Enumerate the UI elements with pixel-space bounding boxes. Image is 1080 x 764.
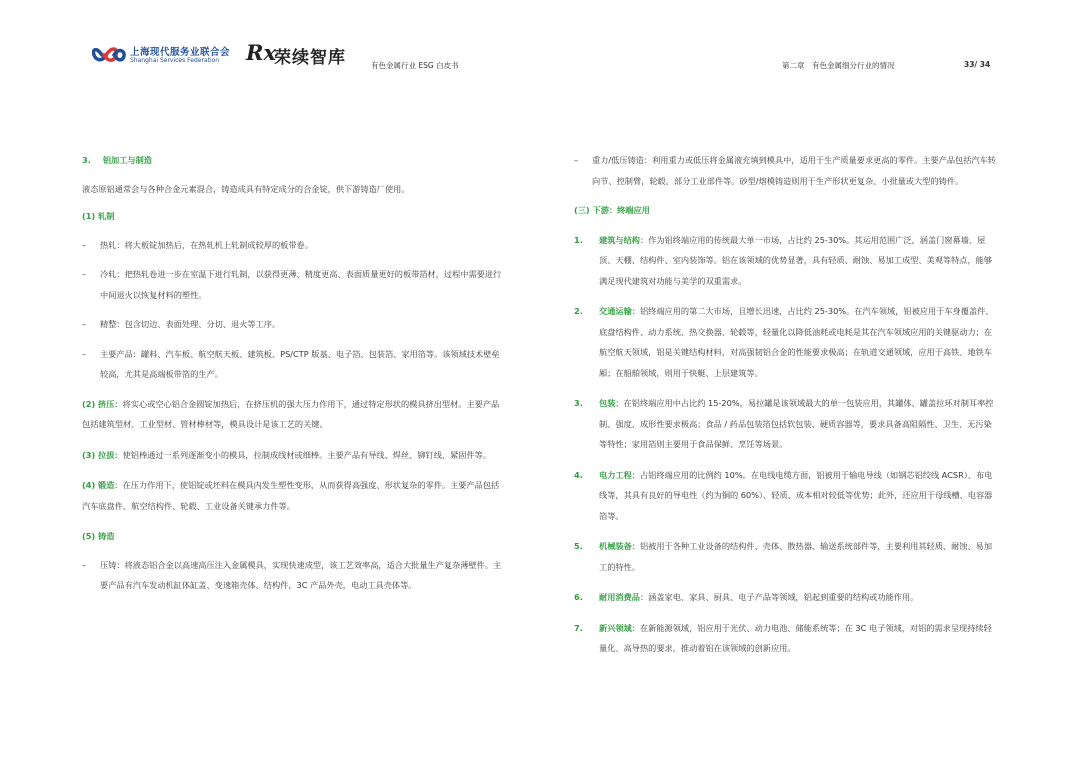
paragraph-drawing xyxy=(82,445,507,466)
item-label: 建筑与结构： xyxy=(599,234,649,245)
application-item xyxy=(574,301,999,383)
list-item xyxy=(574,150,999,191)
item-number: 2. xyxy=(574,306,583,316)
chapter-title: 第二章 有色金属细分行业的情况 xyxy=(782,61,895,70)
application-item xyxy=(574,618,999,659)
dash-bullet: – xyxy=(574,155,579,165)
rx-logo-mark: Rx xyxy=(246,40,276,65)
paragraph-extrusion xyxy=(82,394,507,435)
list-item xyxy=(82,314,507,335)
item-label: 新兴领域： xyxy=(599,622,640,633)
section-intro: 液态原铝通常会与各种合金元素混合，铸造成具有特定成分的合金锭，供下游铸造厂使用。 xyxy=(82,183,410,194)
item-text: 铝被用于各种工业设备的结构件、壳体、散热器、输送系统部件等，主要利用其轻质、耐蚀、易加工的特性。 xyxy=(599,541,993,572)
item-text: 在铝终端应用中占比约 15-20%，易拉罐是该领域最大的单一包装应用，其罐体、罐盖拉环对制耳率控制、强度、成形性要求极高；食品 / 药品包装箔包括软包装、硬质容器等，要求具备高阻隔性、卫生、无污染等特性；家用箔则主要用于食品保鲜、烹饪等场景。 xyxy=(599,398,994,449)
left-column xyxy=(82,150,507,605)
item-text: 铝终端应用的第二大市场，且增长迅速，占比约 25-30%。在汽车领域，铝被应用于车身覆盖件、底盘结构件、动力系统、热交换器、轮毂等，轻量化以降低油耗或电耗是其在汽车领域应用的关键驱动力；在航空航天领域，铝是关键结构材料，对高强韧铝合金的性能要求极高；在轨道交通领域，应用于高铁、地铁车厢；在船舶领域，则用于快艇、上层建筑等。 xyxy=(599,306,994,378)
item-text: 作为铝终端应用的传统最大单一市场，占比约 25-30%。其运用范围广泛，涵盖门窗幕墙、屋顶、天棚、结构件、室内装饰等。铝在该领域的优势显著，具有轻质、耐蚀、易加工成型、美观等特点，能够满足现代建筑对功能与美学的双重需求。 xyxy=(599,234,993,286)
subheading-casting: (5) 铸造 xyxy=(82,531,115,541)
federation-name: 上海现代服务业联合会 xyxy=(130,47,231,58)
federation-emblem-icon xyxy=(92,44,126,66)
extrusion-text: 将实心或空心铝合金圆锭加热后，在挤压机的强大压力作用下，通过特定形状的模具挤出型材。主要产品包括建筑型材、工业型材、管材棒材等，模具设计是该工艺的关键。 xyxy=(82,398,500,429)
dash-bullet: – xyxy=(82,319,87,329)
list-item-text: 主要产品：罐料、汽车板、航空航天板、建筑板、PS/CTP 版基、电子箔、包装箔、家用箔等。该领域技术壁垒较高，尤其是高端板带箔的生产。 xyxy=(100,348,500,379)
drawing-label: (3) 拉拔： xyxy=(82,449,123,460)
list-item-text: 重力/低压铸造：利用重力或低压将金属液充填到模具中，适用于生产质量要求更高的零件。主要产品包括汽车转向节、控制臂，轮毂，部分工业部件等。砂型/熔模铸造则用于生产形状更复杂、小批量或大型的铸件。 xyxy=(592,155,996,186)
list-item xyxy=(82,555,507,596)
item-label: 电力工程： xyxy=(599,469,640,480)
subheading-rolling: (1) 轧制 xyxy=(82,211,115,221)
forging-text: 在压力作用下，使铝锭或坯料在模具内发生塑性变形，从而获得高强度、形状复杂的零件。主要产品包括汽车底盘件、航空结构件、轮毂、工业设备关键承力件等。 xyxy=(82,480,500,511)
forging-label: (4) 锻造： xyxy=(82,480,123,490)
list-item-text: 冷轧：把热轧卷进一步在室温下进行轧制，以获得更薄、精度更高、表面质量更好的板带箔材，过程中需要进行中间退火以恢复材料的塑性。 xyxy=(100,269,502,300)
list-item xyxy=(82,235,507,256)
think-tank-name: 荣续智库 xyxy=(274,48,346,68)
item-number: 5. xyxy=(574,541,583,551)
drawing-text: 使铝棒通过一系列逐渐变小的模具，拉制成线材或细棒。主要产品有导线、焊丝、铆钉线、紧固件等。 xyxy=(122,449,492,460)
item-text: 占铝终端应用的比例约 10%。在电线电缆方面，铝被用于输电导线（如钢芯铝绞线 ACSR）、布电线等，其具有良好的导电性（约为铜的 60%）、轻质、成本相对较低等优势；此外，还应用于母线槽、电容器箔等。 xyxy=(599,469,993,521)
section-title: 铝加工与制造 xyxy=(102,155,152,165)
paragraph-forging xyxy=(82,475,507,516)
dash-bullet: – xyxy=(82,348,87,359)
federation-logo xyxy=(92,42,232,72)
think-tank-logo xyxy=(246,40,356,70)
dash-bullet: – xyxy=(82,239,87,250)
item-label: 耐用消费品： xyxy=(599,592,649,602)
item-label: 交通运输： xyxy=(599,306,640,316)
federation-english-name: Shanghai Services Federation xyxy=(130,57,220,64)
dash-bullet: – xyxy=(82,559,87,570)
list-item-text: 精整：包含切边、表面处理、分切、退火等工序。 xyxy=(100,319,281,329)
page-number: 33/ 34 xyxy=(964,60,991,69)
item-number: 4. xyxy=(574,469,583,480)
item-number: 1. xyxy=(574,234,583,245)
dash-bullet: – xyxy=(82,269,87,279)
page-header xyxy=(0,0,1080,100)
section-number: 3. xyxy=(82,155,91,165)
list-item xyxy=(82,344,507,385)
application-item xyxy=(574,465,999,527)
right-column xyxy=(574,150,999,669)
item-number: 7. xyxy=(574,622,583,633)
list-item-text: 热轧：将大板锭加热后，在热轧机上轧制成较厚的板带卷。 xyxy=(100,239,313,250)
item-label: 包装： xyxy=(599,398,624,408)
application-item xyxy=(574,587,999,608)
application-item xyxy=(574,230,999,292)
item-text: 在新能源领域，铝应用于光伏、动力电池、储能系统等；在 3C 电子领域，对铝的需求呈现持续轻量化、高导热的要求，推动着铝在该领域的创新应用。 xyxy=(599,622,992,653)
extrusion-label: (2) 挤压： xyxy=(82,398,123,409)
subheading-downstream: (三) 下游：终端应用 xyxy=(574,205,650,215)
list-item xyxy=(82,264,507,305)
list-item-text: 压铸：将液态铝合金以高速高压注入金属模具，实现快速成型，该工艺效率高，适合大批量生产复杂薄壁件。主要产品有汽车发动机缸体缸盖、变速箱壳体、结构件，3C 产品外壳，电动工具壳体等。 xyxy=(100,559,502,590)
document-title: 有色金属行业 ESG 白皮书 xyxy=(371,61,459,70)
item-label: 机械装备： xyxy=(599,541,640,551)
application-item xyxy=(574,536,999,577)
item-number: 6. xyxy=(574,592,583,602)
item-text: 涵盖家电、家具、厨具、电子产品等领域，铝起到重要的结构或功能作用。 xyxy=(648,592,919,602)
application-item xyxy=(574,393,999,455)
section-heading xyxy=(82,150,507,171)
item-number: 3. xyxy=(574,398,583,408)
